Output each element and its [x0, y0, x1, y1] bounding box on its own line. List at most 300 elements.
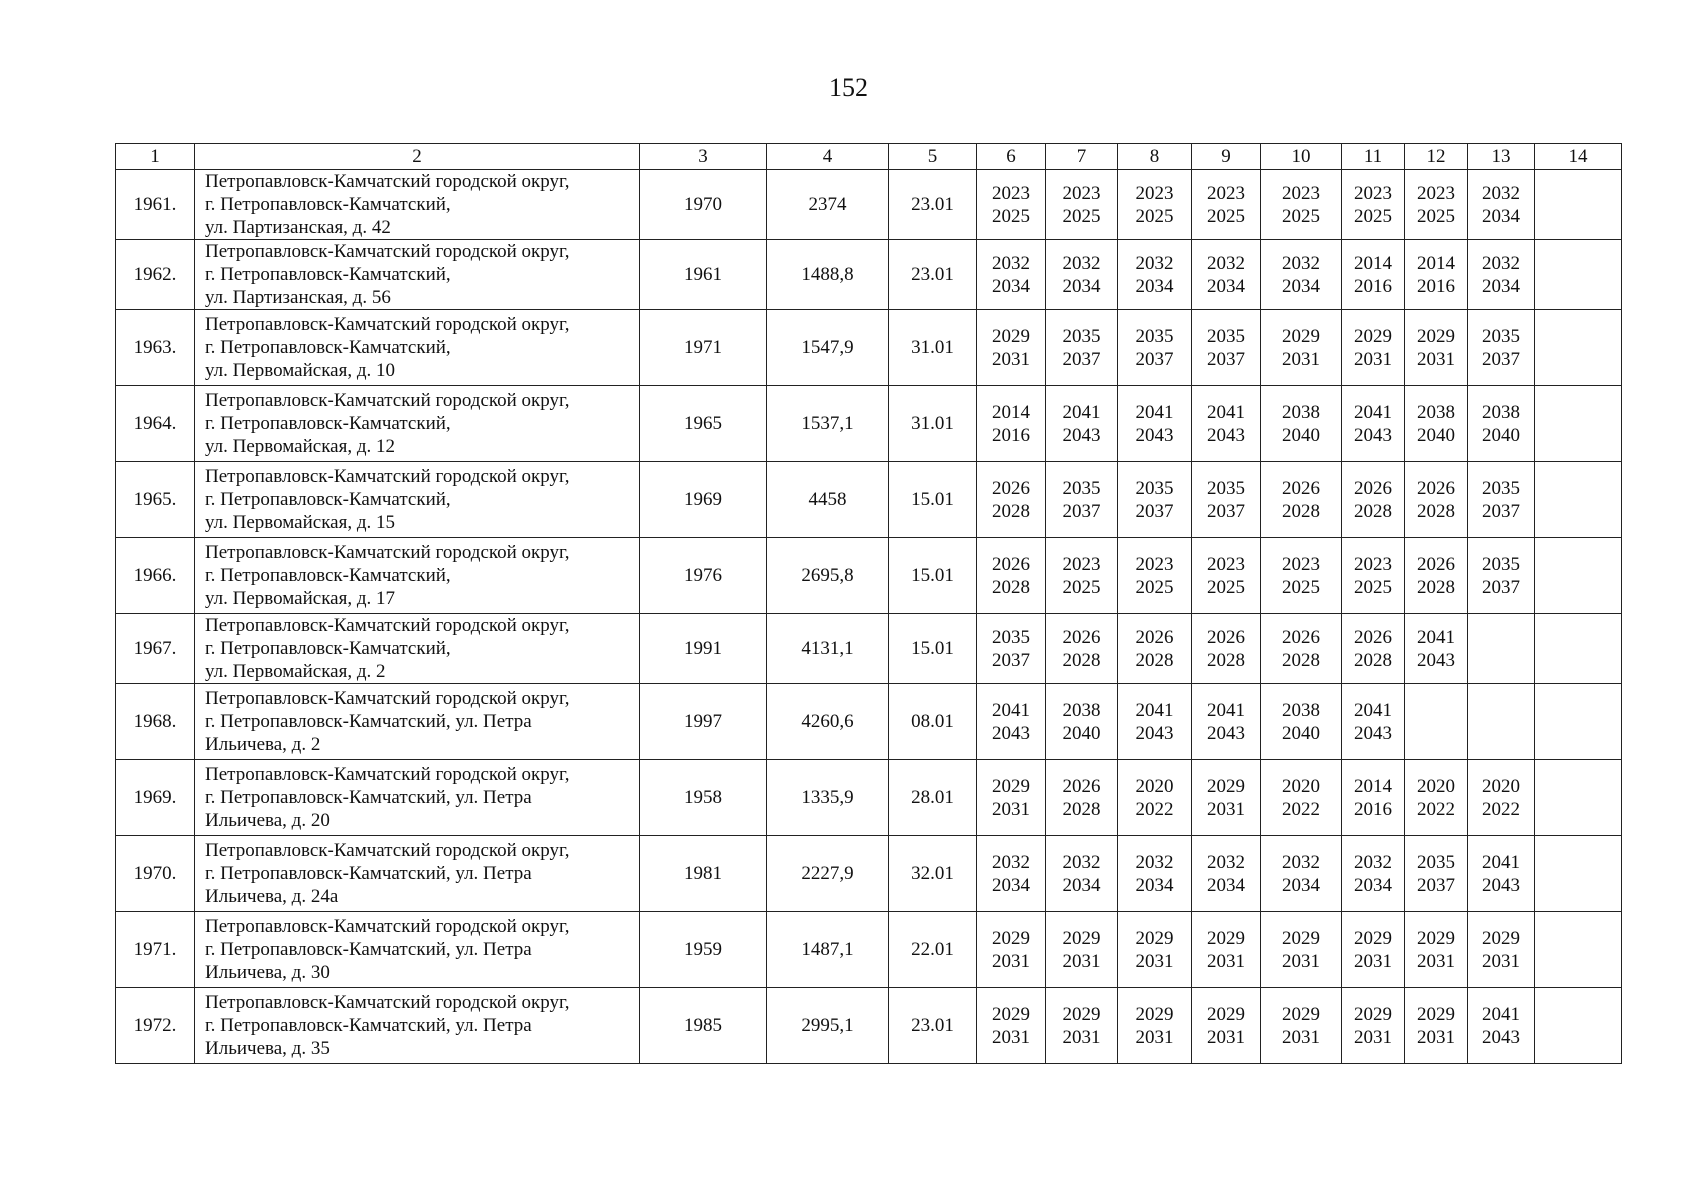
period-start-year: 2029: [1282, 927, 1320, 949]
period-end-year: 2040: [1482, 424, 1520, 446]
column-number: 5: [889, 144, 977, 170]
period-start-year: 2032: [1282, 851, 1320, 873]
area-cell: 2695,8: [767, 538, 889, 614]
address-cell: [195, 836, 640, 912]
row-number-cell: 1961.: [116, 170, 195, 240]
empty-cell: [1535, 240, 1622, 310]
period-end-year: 2034: [1282, 874, 1320, 896]
period-start-year: 2029: [1207, 927, 1245, 949]
period-cell: [1468, 684, 1535, 760]
period-cell: [1046, 684, 1118, 760]
period-cell: [1468, 240, 1535, 310]
address-cell: [195, 538, 640, 614]
period-start-year: 2023: [1062, 182, 1101, 204]
period-cell: [1261, 684, 1342, 760]
period-cell: [1405, 614, 1468, 684]
build-year-cell: 1985: [640, 988, 767, 1064]
area-cell: 1537,1: [767, 386, 889, 462]
period-start-year: 2032: [1135, 252, 1174, 274]
period-start-year: 2020: [1282, 775, 1320, 797]
period-cell: [1261, 988, 1342, 1064]
address-line: Петропавловск-Камчатский городской округ,: [205, 390, 570, 411]
period-start-year: 2041: [1207, 699, 1245, 721]
period-cell: [977, 170, 1046, 240]
period-cell: [1046, 310, 1118, 386]
build-year-cell: 1997: [640, 684, 767, 760]
period-start-year: 2029: [1282, 1003, 1320, 1025]
period-cell: [1118, 538, 1192, 614]
period-end-year: 2034: [1135, 275, 1174, 297]
area-cell: 1487,1: [767, 912, 889, 988]
period-cell: [1405, 760, 1468, 836]
period-cell: [977, 386, 1046, 462]
build-year-cell: 1958: [640, 760, 767, 836]
address-cell: [195, 912, 640, 988]
period-end-year: 2040: [1062, 722, 1101, 744]
address-cell: [195, 310, 640, 386]
column-number: 2: [195, 144, 640, 170]
code-cell: 15.01: [889, 538, 977, 614]
period-start-year: 2023: [1062, 553, 1101, 575]
row-number-cell: 1972.: [116, 988, 195, 1064]
table-row: [116, 538, 1622, 614]
period-start-year: 2032: [1482, 182, 1520, 204]
build-year-cell: 1981: [640, 836, 767, 912]
period-end-year: 2043: [1207, 722, 1245, 744]
period-start-year: 2041: [1135, 699, 1174, 721]
period-end-year: 2034: [1482, 205, 1520, 227]
period-start-year: 2035: [1062, 325, 1101, 347]
period-end-year: 2028: [1282, 649, 1320, 671]
column-number: 9: [1192, 144, 1261, 170]
period-cell: [1405, 538, 1468, 614]
empty-cell: [1535, 538, 1622, 614]
period-cell: [1468, 760, 1535, 836]
address-line: Петропавловск-Камчатский городской округ,: [205, 171, 570, 192]
table-row: [116, 240, 1622, 310]
build-year-cell: 1991: [640, 614, 767, 684]
area-cell: 1547,9: [767, 310, 889, 386]
empty-cell: [1535, 310, 1622, 386]
period-end-year: 2016: [1417, 275, 1455, 297]
address-line: г. Петропавловск-Камчатский, ул. Петра: [205, 1015, 532, 1036]
period-cell: [1118, 988, 1192, 1064]
column-number: 11: [1342, 144, 1405, 170]
period-start-year: 2029: [1062, 1003, 1101, 1025]
empty-cell: [1535, 760, 1622, 836]
period-cell: [1342, 614, 1405, 684]
period-start-year: 2035: [1417, 851, 1455, 873]
period-cell: [1046, 912, 1118, 988]
period-start-year: 2029: [992, 927, 1030, 949]
period-end-year: 2034: [992, 275, 1030, 297]
period-start-year: 2038: [1417, 401, 1455, 423]
period-end-year: 2037: [1062, 348, 1101, 370]
period-start-year: 2032: [1482, 252, 1520, 274]
period-cell: [1342, 988, 1405, 1064]
address-cell: [195, 462, 640, 538]
period-cell: [1342, 684, 1405, 760]
period-end-year: 2037: [1207, 348, 1245, 370]
period-start-year: 2029: [1207, 775, 1245, 797]
period-end-year: 2028: [1062, 649, 1101, 671]
period-end-year: 2031: [992, 348, 1030, 370]
period-end-year: 2043: [1482, 1026, 1520, 1048]
table-row: [116, 684, 1622, 760]
period-end-year: 2022: [1417, 798, 1455, 820]
period-end-year: 2028: [1282, 500, 1320, 522]
period-cell: [1046, 614, 1118, 684]
row-number-cell: 1965.: [116, 462, 195, 538]
period-start-year: 2029: [1417, 325, 1455, 347]
period-start-year: 2041: [1354, 699, 1392, 721]
period-end-year: 2031: [1207, 798, 1245, 820]
build-year-cell: 1970: [640, 170, 767, 240]
code-cell: 23.01: [889, 240, 977, 310]
period-cell: [1261, 170, 1342, 240]
table-row: [116, 614, 1622, 684]
period-cell: [1192, 614, 1261, 684]
column-number: 12: [1405, 144, 1468, 170]
period-end-year: 2043: [1135, 722, 1174, 744]
address-line: г. Петропавловск-Камчатский,: [205, 489, 451, 510]
period-end-year: 2034: [1062, 874, 1101, 896]
period-start-year: 2032: [992, 252, 1030, 274]
period-start-year: 2026: [1354, 626, 1392, 648]
period-start-year: 2041: [1135, 401, 1174, 423]
period-end-year: 2031: [1062, 950, 1101, 972]
column-number: 4: [767, 144, 889, 170]
period-start-year: 2029: [1354, 1003, 1392, 1025]
period-cell: [1192, 684, 1261, 760]
period-start-year: 2035: [1482, 325, 1520, 347]
period-end-year: 2043: [1482, 874, 1520, 896]
code-cell: 22.01: [889, 912, 977, 988]
period-start-year: 2032: [1282, 252, 1320, 274]
period-end-year: 2043: [1062, 424, 1101, 446]
address-line: г. Петропавловск-Камчатский,: [205, 337, 451, 358]
period-end-year: 2037: [1482, 576, 1520, 598]
table-row: [116, 836, 1622, 912]
period-start-year: 2032: [992, 851, 1030, 873]
row-number-cell: 1963.: [116, 310, 195, 386]
period-start-year: 2029: [1207, 1003, 1245, 1025]
period-cell: [977, 988, 1046, 1064]
period-cell: [1405, 386, 1468, 462]
period-cell: [1118, 912, 1192, 988]
period-start-year: 2035: [1135, 325, 1174, 347]
period-cell: [1468, 538, 1535, 614]
column-number: 7: [1046, 144, 1118, 170]
address-cell: [195, 988, 640, 1064]
period-end-year: 2037: [1417, 874, 1455, 896]
period-cell: [1342, 912, 1405, 988]
code-cell: 15.01: [889, 614, 977, 684]
period-start-year: 2026: [1207, 626, 1245, 648]
address-line: Петропавловск-Камчатский городской округ,: [205, 688, 570, 709]
period-start-year: 2041: [1482, 851, 1520, 873]
column-number: 14: [1535, 144, 1622, 170]
address-line: Петропавловск-Камчатский городской округ,: [205, 916, 570, 937]
period-cell: [1468, 386, 1535, 462]
period-cell: [1046, 760, 1118, 836]
period-start-year: 2026: [1062, 626, 1101, 648]
period-start-year: 2032: [1135, 851, 1174, 873]
period-start-year: 2026: [1417, 553, 1455, 575]
period-end-year: 2031: [1354, 1026, 1392, 1048]
period-cell: [1046, 240, 1118, 310]
period-cell: [1261, 538, 1342, 614]
period-cell: [977, 310, 1046, 386]
period-cell: [977, 462, 1046, 538]
build-year-cell: 1969: [640, 462, 767, 538]
period-start-year: 2035: [992, 626, 1030, 648]
period-start-year: 2014: [1417, 252, 1455, 274]
empty-cell: [1535, 684, 1622, 760]
address-line: г. Петропавловск-Камчатский, ул. Петра: [205, 939, 532, 960]
period-end-year: 2034: [992, 874, 1030, 896]
period-end-year: 2025: [1282, 205, 1320, 227]
period-start-year: 2032: [1207, 851, 1245, 873]
period-end-year: 2043: [1354, 722, 1392, 744]
period-cell: [1192, 462, 1261, 538]
address-line: Петропавловск-Камчатский городской округ,: [205, 992, 570, 1013]
period-cell: [1342, 240, 1405, 310]
code-cell: 32.01: [889, 836, 977, 912]
table-row: [116, 462, 1622, 538]
period-cell: [1118, 240, 1192, 310]
period-cell: [977, 836, 1046, 912]
period-start-year: 2038: [1482, 401, 1520, 423]
period-cell: [1118, 684, 1192, 760]
period-end-year: 2028: [1135, 649, 1174, 671]
period-start-year: 2029: [1135, 1003, 1174, 1025]
address-line: Петропавловск-Камчатский городской округ,: [205, 542, 570, 563]
period-start-year: 2029: [1062, 927, 1101, 949]
period-end-year: 2025: [1207, 205, 1245, 227]
period-end-year: 2031: [992, 1026, 1030, 1048]
column-number: 13: [1468, 144, 1535, 170]
period-cell: [1405, 912, 1468, 988]
column-number: 3: [640, 144, 767, 170]
period-cell: [1118, 386, 1192, 462]
address-line: Ильичева, д. 20: [205, 810, 330, 831]
row-number-cell: 1962.: [116, 240, 195, 310]
period-cell: [1192, 170, 1261, 240]
period-cell: [1468, 912, 1535, 988]
table-row: [116, 386, 1622, 462]
area-cell: 4131,1: [767, 614, 889, 684]
address-line: ул. Первомайская, д. 12: [205, 436, 395, 457]
period-cell: [1405, 988, 1468, 1064]
period-end-year: 2034: [1062, 275, 1101, 297]
period-end-year: 2031: [1062, 1026, 1101, 1048]
period-end-year: 2034: [1482, 275, 1520, 297]
period-end-year: 2034: [1207, 874, 1245, 896]
period-start-year: 2035: [1482, 553, 1520, 575]
address-line: Ильичева, д. 35: [205, 1038, 330, 1059]
period-start-year: 2026: [1282, 477, 1320, 499]
period-cell: [1342, 836, 1405, 912]
period-start-year: 2023: [1135, 182, 1174, 204]
period-start-year: 2029: [992, 325, 1030, 347]
period-start-year: 2029: [1282, 325, 1320, 347]
period-end-year: 2031: [1207, 950, 1245, 972]
row-number-cell: 1969.: [116, 760, 195, 836]
period-start-year: 2035: [1062, 477, 1101, 499]
column-number: 1: [116, 144, 195, 170]
address-line: Петропавловск-Камчатский городской округ,: [205, 314, 570, 335]
address-cell: [195, 170, 640, 240]
period-start-year: 2023: [1282, 553, 1320, 575]
period-end-year: 2028: [992, 500, 1030, 522]
empty-cell: [1535, 462, 1622, 538]
address-line: Петропавловск-Камчатский городской округ,: [205, 466, 570, 487]
address-line: г. Петропавловск-Камчатский,: [205, 638, 451, 659]
period-cell: [1192, 310, 1261, 386]
column-number: 6: [977, 144, 1046, 170]
period-cell: [1261, 912, 1342, 988]
period-start-year: 2029: [1417, 927, 1455, 949]
period-cell: [1046, 386, 1118, 462]
period-end-year: 2031: [1482, 950, 1520, 972]
period-start-year: 2023: [1207, 182, 1245, 204]
period-end-year: 2016: [992, 424, 1030, 446]
period-cell: [1118, 462, 1192, 538]
period-cell: [1192, 988, 1261, 1064]
code-cell: 23.01: [889, 988, 977, 1064]
period-start-year: 2041: [1417, 626, 1455, 648]
period-cell: [1192, 760, 1261, 836]
period-start-year: 2029: [992, 1003, 1030, 1025]
period-start-year: 2026: [1354, 477, 1392, 499]
period-cell: [1192, 912, 1261, 988]
period-cell: [977, 614, 1046, 684]
period-start-year: 2026: [1282, 626, 1320, 648]
period-cell: [1046, 538, 1118, 614]
period-start-year: 2026: [1062, 775, 1101, 797]
period-start-year: 2023: [1207, 553, 1245, 575]
row-number-cell: 1964.: [116, 386, 195, 462]
period-end-year: 2016: [1354, 275, 1392, 297]
period-cell: [1118, 310, 1192, 386]
area-cell: 4458: [767, 462, 889, 538]
period-cell: [1192, 386, 1261, 462]
period-end-year: 2025: [1135, 205, 1174, 227]
empty-cell: [1535, 170, 1622, 240]
period-cell: [1261, 240, 1342, 310]
period-end-year: 2034: [1354, 874, 1392, 896]
table-row: [116, 912, 1622, 988]
build-year-cell: 1965: [640, 386, 767, 462]
period-end-year: 2025: [1417, 205, 1455, 227]
period-start-year: 2023: [992, 182, 1030, 204]
period-cell: [1468, 170, 1535, 240]
period-end-year: 2040: [1282, 722, 1320, 744]
period-cell: [1192, 836, 1261, 912]
period-cell: [1468, 310, 1535, 386]
area-cell: 2227,9: [767, 836, 889, 912]
period-end-year: 2043: [992, 722, 1030, 744]
period-end-year: 2025: [1354, 576, 1392, 598]
address-line: г. Петропавловск-Камчатский,: [205, 264, 451, 285]
period-start-year: 2023: [1354, 553, 1392, 575]
period-start-year: 2035: [1482, 477, 1520, 499]
build-year-cell: 1961: [640, 240, 767, 310]
period-cell: [1405, 836, 1468, 912]
period-start-year: 2032: [1062, 851, 1101, 873]
empty-cell: [1535, 988, 1622, 1064]
period-end-year: 2031: [1135, 1026, 1174, 1048]
period-start-year: 2026: [992, 553, 1030, 575]
address-line: Ильичева, д. 2: [205, 734, 321, 755]
code-cell: 31.01: [889, 386, 977, 462]
period-cell: [1468, 614, 1535, 684]
empty-cell: [1535, 614, 1622, 684]
period-end-year: 2025: [1282, 576, 1320, 598]
period-cell: [977, 538, 1046, 614]
period-start-year: 2038: [1282, 699, 1320, 721]
period-cell: [1192, 538, 1261, 614]
period-end-year: 2031: [1417, 950, 1455, 972]
address-cell: [195, 684, 640, 760]
address-cell: [195, 614, 640, 684]
empty-cell: [1535, 386, 1622, 462]
period-cell: [1118, 760, 1192, 836]
period-cell: [1468, 836, 1535, 912]
area-cell: 1488,8: [767, 240, 889, 310]
period-cell: [1118, 836, 1192, 912]
period-start-year: 2038: [1282, 401, 1320, 423]
period-end-year: 2040: [1282, 424, 1320, 446]
period-end-year: 2022: [1282, 798, 1320, 820]
period-cell: [1342, 760, 1405, 836]
period-end-year: 2031: [1135, 950, 1174, 972]
period-end-year: 2037: [1135, 500, 1174, 522]
period-start-year: 2026: [1135, 626, 1174, 648]
period-end-year: 2031: [1354, 950, 1392, 972]
period-start-year: 2029: [1354, 325, 1392, 347]
period-cell: [977, 240, 1046, 310]
period-end-year: 2025: [1207, 576, 1245, 598]
period-start-year: 2020: [1417, 775, 1455, 797]
period-cell: [977, 912, 1046, 988]
period-start-year: 2041: [1062, 401, 1101, 423]
period-end-year: 2025: [992, 205, 1030, 227]
period-end-year: 2025: [1354, 205, 1392, 227]
code-cell: 28.01: [889, 760, 977, 836]
row-number-cell: 1968.: [116, 684, 195, 760]
period-end-year: 2037: [1207, 500, 1245, 522]
period-start-year: 2026: [992, 477, 1030, 499]
period-start-year: 2032: [1354, 851, 1392, 873]
address-line: ул. Первомайская, д. 15: [205, 512, 395, 533]
period-end-year: 2025: [1062, 205, 1101, 227]
address-line: ул. Партизанская, д. 42: [205, 217, 391, 238]
period-end-year: 2031: [1282, 1026, 1320, 1048]
period-end-year: 2031: [1207, 1026, 1245, 1048]
period-start-year: 2029: [1417, 1003, 1455, 1025]
period-start-year: 2035: [1207, 477, 1245, 499]
period-cell: [1342, 538, 1405, 614]
empty-cell: [1535, 836, 1622, 912]
column-number: 8: [1118, 144, 1192, 170]
period-cell: [1118, 614, 1192, 684]
address-line: ул. Первомайская, д. 10: [205, 360, 395, 381]
period-start-year: 2032: [1207, 252, 1245, 274]
period-end-year: 2037: [1062, 500, 1101, 522]
row-number-cell: 1967.: [116, 614, 195, 684]
